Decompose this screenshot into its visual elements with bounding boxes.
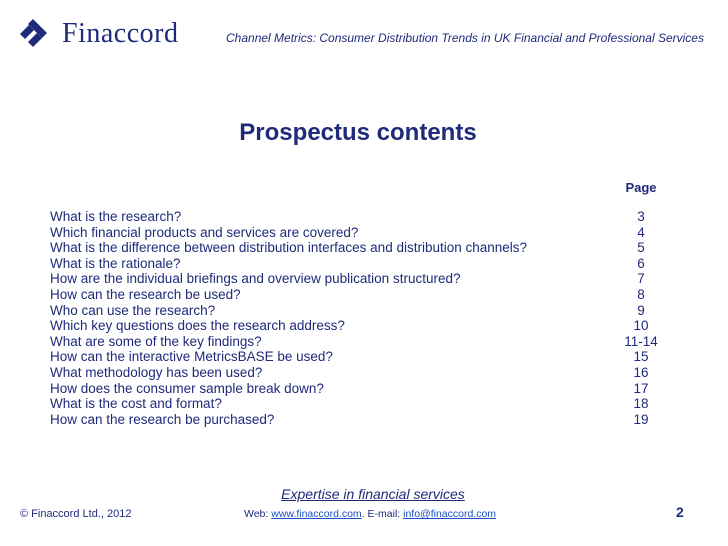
- contents-item: [50, 209, 670, 225]
- contents-item: [50, 396, 670, 412]
- website-link[interactable]: www.finaccord.com: [271, 508, 362, 520]
- contents-question: What are some of the key findings?: [50, 333, 262, 349]
- contents-item: [50, 381, 670, 397]
- contents-question: Which financial products and services are covered?: [50, 224, 359, 240]
- finaccord-logo-icon: [16, 16, 52, 52]
- contents-page: 7: [637, 271, 645, 287]
- copyright-text: © Finaccord Ltd., 2012: [20, 508, 132, 520]
- contents-page: 5: [637, 240, 645, 256]
- contents-question: What is the difference between distribution interfaces and distribution channels?: [50, 240, 528, 256]
- email-link[interactable]: info@finaccord.com: [403, 508, 497, 520]
- contents-item: [50, 303, 670, 319]
- contents-page: 9: [637, 302, 645, 318]
- contents-item: [50, 318, 670, 334]
- contents-item: [50, 256, 670, 272]
- contents-page: 6: [637, 255, 645, 271]
- web-label: Web:: [244, 508, 272, 520]
- contents-page: 17: [633, 380, 649, 396]
- contents-question: What is the research?: [50, 209, 182, 224]
- contents-item: [50, 349, 670, 365]
- contents-question: How does the consumer sample break down?: [50, 380, 324, 396]
- page-title: Prospectus contents: [239, 119, 477, 147]
- contents-item: [50, 225, 670, 241]
- header-title: Channel Metrics: Consumer Distribution Trends in UK Financial and Professional Services: [226, 31, 704, 45]
- contents-page: 18: [633, 396, 649, 412]
- brand-logo: [16, 16, 178, 52]
- footer-tagline: Expertise in financial services: [281, 486, 465, 502]
- contents-page: 8: [637, 286, 645, 302]
- contents-question: How can the research be used?: [50, 286, 241, 302]
- contents-question: What methodology has been used?: [50, 364, 263, 380]
- contents-page: 4: [637, 224, 645, 240]
- contents-item: [50, 334, 670, 350]
- page-column-label: Page: [625, 180, 657, 195]
- contents-item: [50, 412, 670, 428]
- contents-list: [50, 209, 670, 427]
- contents-item: [50, 365, 670, 381]
- page-number: 2: [676, 504, 684, 520]
- contents-question: Who can use the research?: [50, 302, 216, 318]
- brand-name: Finaccord: [62, 18, 179, 49]
- contents-page: 11-14: [624, 333, 658, 349]
- email-label: . E-mail:: [361, 508, 404, 520]
- contents-page: 15: [633, 349, 649, 365]
- contents-question: How can the interactive MetricsBASE be used?: [50, 349, 333, 365]
- contents-page: 19: [633, 411, 649, 427]
- contents-page: 16: [633, 364, 649, 380]
- contents-question: How are the individual briefings and overview publication structured?: [50, 271, 461, 287]
- contact-line: [244, 508, 496, 520]
- contents-page: 10: [633, 318, 649, 334]
- contents-item: [50, 287, 670, 303]
- contents-page: 3: [637, 209, 645, 224]
- contents-item: [50, 240, 670, 256]
- contents-question: Which key questions does the research address?: [50, 318, 345, 334]
- contents-question: What is the cost and format?: [50, 396, 222, 412]
- contents-question: How can the research be purchased?: [50, 411, 275, 427]
- contents-item: [50, 271, 670, 287]
- contents-question: What is the rationale?: [50, 255, 181, 271]
